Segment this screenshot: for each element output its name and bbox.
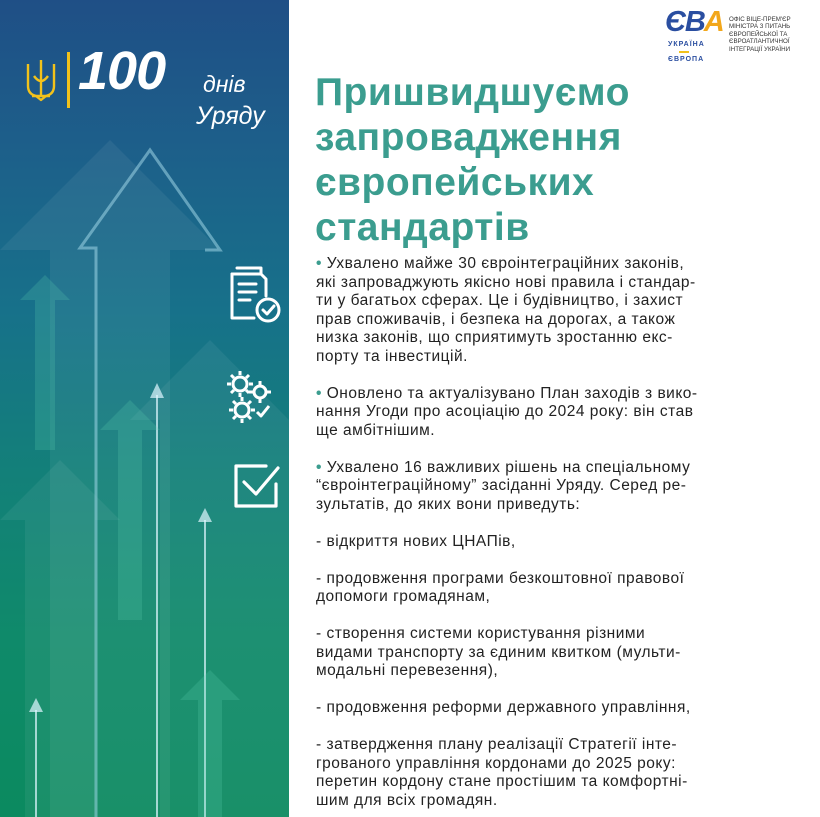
bullet-item-decisions — [316, 459, 786, 515]
bullet-icon: • — [316, 384, 322, 402]
dash-item-border: - затвердження плану реалізації Стратегії інте- грованого управління кордонами до 2025 року: перетин кордону стане простішим та комфортні- шим для всіх громадян. — [316, 736, 688, 809]
document-check-icon — [228, 266, 282, 324]
title-line-1: Пришвидшуємо — [315, 71, 630, 114]
logo-mark — [665, 8, 724, 37]
dash-item-reform: - продовження реформи державного управління, — [316, 699, 691, 716]
logo-region: ЄВРОПА — [668, 56, 705, 63]
checkbox-icon — [232, 462, 280, 510]
bullet-icon: • — [316, 458, 322, 476]
content-body — [316, 255, 786, 817]
trident-icon — [22, 56, 60, 104]
logo-office-text: ОФІС ВІЦЕ-ПРЕМ'ЄР МІНІСТРА З ПИТАНЬ ЄВРОПЕЙСЬКОЇ ТА ЄВРОАТЛАНТИЧНОЇ ІНТЕГРАЦІЇ УКРАЇНИ — [729, 16, 791, 53]
dash-item-transport: - створення системи користування різними видами транспорту за єдиним квитком (мульти- модальні перевезення), — [316, 625, 681, 679]
gears-icon — [224, 368, 278, 426]
brand-divider — [67, 52, 70, 108]
brand-number: 100 — [78, 41, 166, 101]
title-line-2: запровадження — [315, 116, 622, 159]
bullet-icon: • — [316, 255, 322, 272]
logo-country: УКРАЇНА — [668, 41, 705, 48]
bullet-item-laws — [316, 255, 786, 366]
dash-item-cnap: - відкриття нових ЦНАПів, — [316, 532, 516, 550]
brand-word-government: Уряду — [196, 102, 265, 130]
dash-item-legal-aid: - продовження програми безкоштовної правової допомоги громадянам, — [316, 569, 685, 605]
title-line-4: стандартів — [315, 206, 530, 249]
bullet-text: Оновлено та актуалізувано План заходів з вико- нання Угоди про асоціацію до 2024 року: він став ще амбітнішим. — [316, 384, 698, 439]
logo-divider — [679, 51, 689, 53]
logo-mark-part2: А — [703, 6, 724, 38]
logo-mark-part1: ЄВ — [665, 6, 704, 38]
left-panel — [0, 0, 289, 817]
title-line-3: європейських — [315, 161, 595, 204]
bullet-item-action-plan — [316, 385, 786, 441]
ministry-logo — [663, 6, 813, 68]
brand-word-days: днів — [203, 71, 246, 97]
bullet-text: Ухвалено майже 30 євроінтеграційних законів, які запроваджують якісно нові правила і стандар- ти у багатьох сферах. Це і будівництво, і захист прав споживачів, і безпека на дорогах, а також низка законів, що сприятимуть зростанню екс- порту та інвестицій. — [316, 255, 696, 365]
bullet-text: Ухвалено 16 важливих рішень на спеціальному “євроінтеграційному” засіданні Уряду. Серед ре- зультатів, до яких вони приведуть: — [316, 458, 691, 513]
page-title — [315, 70, 795, 250]
